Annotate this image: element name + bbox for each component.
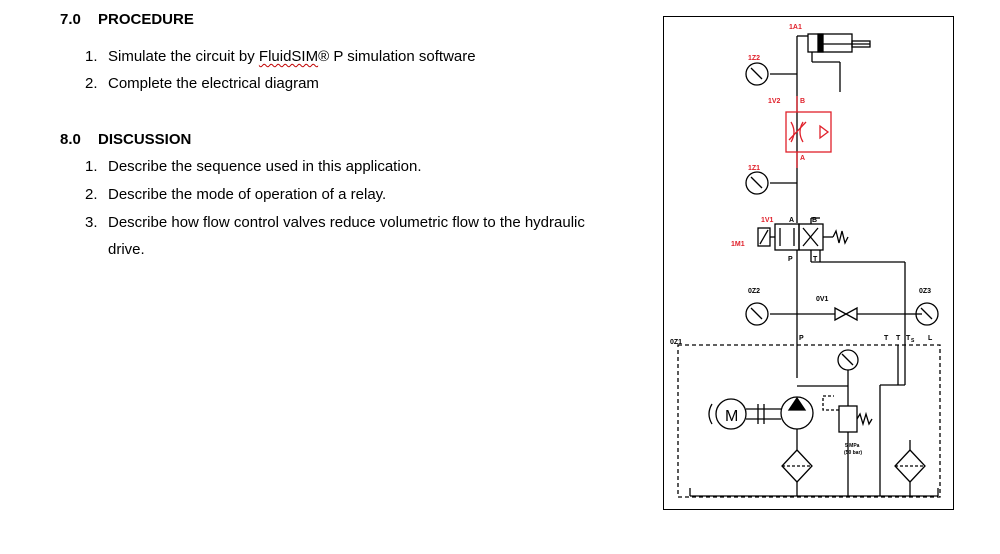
discussion-number: 8.0: [60, 131, 81, 148]
label-1z1: 1Z1: [748, 165, 761, 172]
valve-position-1: [775, 224, 799, 250]
label-tank-ts: T: [906, 335, 911, 342]
label-1v2: 1V2: [768, 98, 781, 105]
label-tank-ts-sub: S: [911, 338, 915, 344]
label-1a1: 1A1: [789, 24, 802, 31]
label-tank-t: T: [896, 335, 901, 342]
label-port-t: T: [813, 256, 818, 263]
label-1z2: 1Z2: [748, 55, 761, 62]
label-0z2: 0Z2: [748, 288, 761, 295]
label-return-t: T: [884, 335, 889, 342]
label-0v1: 0V1: [816, 296, 829, 303]
item-text: Complete the electrical diagram: [108, 75, 319, 92]
label-tank-l: L: [928, 335, 933, 342]
cylinder-body: [808, 34, 852, 52]
item-number: 3.: [85, 214, 98, 231]
label-1v1: 1V1: [761, 217, 774, 224]
label-port-p: P: [788, 256, 793, 263]
item-number: 2.: [85, 186, 98, 203]
throttle-valve-1v2: [786, 112, 831, 152]
label-relief-setting-bar: (50 bar): [844, 450, 863, 456]
item-text: Simulate the circuit by: [108, 48, 259, 65]
item-number: 1.: [85, 158, 98, 175]
label-port-b: B: [812, 217, 818, 224]
relief-valve: [839, 406, 857, 432]
item-text-tail: ® P simulation software: [318, 48, 476, 65]
item-text-continuation: drive.: [108, 241, 145, 258]
label-port-b-top: B: [800, 98, 806, 105]
motor-letter: M: [725, 408, 739, 425]
spellcheck-word: FluidSIM: [258, 48, 319, 65]
item-number: 1.: [85, 48, 98, 65]
label-supply-p: P: [799, 335, 804, 342]
label-port-a-top: A: [800, 155, 806, 162]
item-text: Describe the mode of operation of a relay.: [108, 186, 387, 203]
label-0z3: 0Z3: [919, 288, 932, 295]
label-0z1: 0Z1: [670, 339, 683, 346]
cylinder-piston: [818, 34, 823, 52]
label-relief-setting: 5 MPa: [845, 443, 860, 449]
label-1m1: 1M1: [731, 241, 745, 248]
item-number: 2.: [85, 75, 98, 92]
label-port-a: A: [789, 217, 795, 224]
procedure-title: PROCEDURE: [98, 11, 194, 28]
procedure-number: 7.0: [60, 11, 81, 28]
discussion-title: DISCUSSION: [98, 131, 192, 148]
item-text: Describe the sequence used in this application.: [108, 158, 422, 175]
item-text: Describe how flow control valves reduce volumetric flow to the hydraulic: [108, 214, 585, 231]
